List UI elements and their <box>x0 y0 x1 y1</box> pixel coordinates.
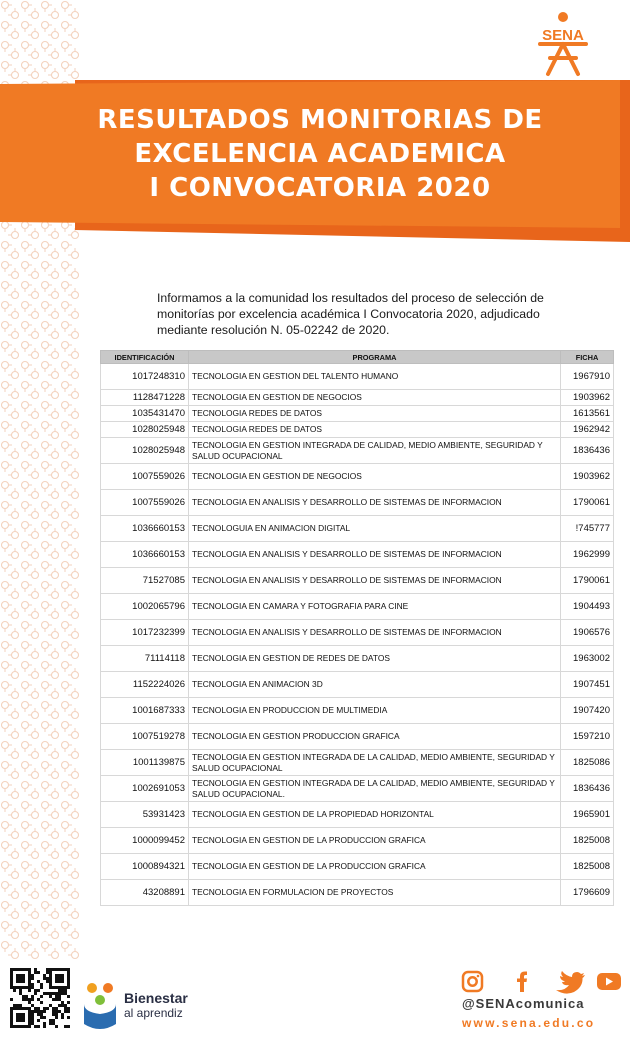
ficha-cell: 1907420 <box>561 698 614 724</box>
program-cell: TECNOLOGIA EN ANIMACION 3D <box>189 672 561 698</box>
ficha-cell: 1790061 <box>561 568 614 594</box>
identification-cell: 1001139875 <box>101 750 189 776</box>
table-row <box>101 776 614 802</box>
program-cell: TECNOLOGIA EN GESTION PRODUCCION GRAFICA <box>189 724 561 750</box>
program-cell: TECNOLOGIA EN ANALISIS Y DESARROLLO DE SISTEMAS DE INFORMACION <box>189 490 561 516</box>
identification-cell: 1001687333 <box>101 698 189 724</box>
identification-cell: 1002065796 <box>101 594 189 620</box>
program-cell: TECNOLOGIA EN GESTION DE REDES DE DATOS <box>189 646 561 672</box>
table-row <box>101 516 614 542</box>
program-cell: TECNOLOGIA EN GESTION DE NEGOCIOS <box>189 464 561 490</box>
ficha-cell: 1962942 <box>561 422 614 438</box>
title-line-3: I CONVOCATORIA 2020 <box>149 173 491 203</box>
sena-logo <box>530 10 596 80</box>
identification-cell: 1000894321 <box>101 854 189 880</box>
bienestar-title: Bienestar <box>124 990 188 1006</box>
ficha-cell: 1965901 <box>561 802 614 828</box>
bienestar-subtitle: al aprendiz <box>124 1006 183 1020</box>
website-link[interactable]: www.sena.edu.co <box>462 1016 596 1030</box>
table-row <box>101 422 614 438</box>
identification-cell: 1036660153 <box>101 516 189 542</box>
table-header-row <box>101 351 614 364</box>
identification-cell: 1007559026 <box>101 490 189 516</box>
identification-cell: 1028025948 <box>101 438 189 464</box>
identification-cell: 1002691053 <box>101 776 189 802</box>
qr-code <box>10 968 70 1028</box>
program-cell: TECNOLOGIA EN GESTION INTEGRADA DE CALIDAD, MEDIO AMBIENTE, SEGURIDAD Y SALUD OCUPACIONAL <box>189 438 561 464</box>
program-cell: TECNOLOGUIA EN ANIMACION DIGITAL <box>189 516 561 542</box>
ficha-cell: 1967910 <box>561 364 614 390</box>
page-title <box>60 103 580 205</box>
identification-cell: 1017232399 <box>101 620 189 646</box>
bienestar-logo <box>80 980 188 1035</box>
program-cell: TECNOLOGIA EN CAMARA Y FOTOGRAFIA PARA CINE <box>189 594 561 620</box>
svg-text:SENA: SENA <box>542 27 584 44</box>
title-line-2: EXCELENCIA ACADEMICA <box>134 139 506 169</box>
program-cell: TECNOLOGIA EN GESTION DE NEGOCIOS <box>189 390 561 406</box>
program-cell: TECNOLOGIA REDES DE DATOS <box>189 406 561 422</box>
ficha-cell: !745777 <box>561 516 614 542</box>
ficha-cell: 1825008 <box>561 854 614 880</box>
social-handle: @SENAcomunica <box>462 996 585 1011</box>
table-row <box>101 672 614 698</box>
header-programa: PROGRAMA <box>189 351 561 364</box>
program-cell: TECNOLOGIA EN GESTION DE LA PRODUCCION GRAFICA <box>189 854 561 880</box>
program-cell: TECNOLOGIA EN GESTION DE LA PROPIEDAD HORIZONTAL <box>189 802 561 828</box>
table-row <box>101 438 614 464</box>
table-row <box>101 406 614 422</box>
identification-cell: 1035431470 <box>101 406 189 422</box>
table-row <box>101 802 614 828</box>
identification-cell: 1000099452 <box>101 828 189 854</box>
ficha-cell: 1613561 <box>561 406 614 422</box>
table-row <box>101 854 614 880</box>
identification-cell: 53931423 <box>101 802 189 828</box>
table-row <box>101 542 614 568</box>
program-cell: TECNOLOGIA EN ANALISIS Y DESARROLLO DE SISTEMAS DE INFORMACION <box>189 542 561 568</box>
table-row <box>101 390 614 406</box>
header-ficha: FICHA <box>561 351 614 364</box>
ficha-cell: 1906576 <box>561 620 614 646</box>
ficha-cell: 1825086 <box>561 750 614 776</box>
identification-cell: 43208891 <box>101 880 189 906</box>
identification-cell: 1007519278 <box>101 724 189 750</box>
ficha-cell: 1904493 <box>561 594 614 620</box>
table-row <box>101 750 614 776</box>
program-cell: TECNOLOGIA EN GESTION DEL TALENTO HUMANO <box>189 364 561 390</box>
facebook-icon[interactable] <box>517 972 527 993</box>
table-row <box>101 646 614 672</box>
results-table <box>100 350 614 906</box>
table-row <box>101 698 614 724</box>
table-row <box>101 724 614 750</box>
ficha-cell: 1963002 <box>561 646 614 672</box>
header-identificacion: IDENTIFICACIÓN <box>101 351 189 364</box>
table-row <box>101 594 614 620</box>
identification-cell: 1036660153 <box>101 542 189 568</box>
ficha-cell: 1903962 <box>561 464 614 490</box>
ficha-cell: 1962999 <box>561 542 614 568</box>
social-icons <box>455 970 625 999</box>
ficha-cell: 1903962 <box>561 390 614 406</box>
ficha-cell: 1597210 <box>561 724 614 750</box>
program-cell: TECNOLOGIA EN ANALISIS Y DESARROLLO DE SISTEMAS DE INFORMACION <box>189 568 561 594</box>
program-cell: TECNOLOGIA EN GESTION INTEGRADA DE LA CALIDAD, MEDIO AMBIENTE, SEGURIDAD Y SALUD OCUPACIONAL. <box>189 776 561 802</box>
instagram-icon[interactable] <box>463 972 482 991</box>
identification-cell: 71114118 <box>101 646 189 672</box>
table-row <box>101 568 614 594</box>
program-cell: TECNOLOGIA EN PRODUCCION DE MULTIMEDIA <box>189 698 561 724</box>
table-row <box>101 364 614 390</box>
identification-cell: 1128471228 <box>101 390 189 406</box>
ficha-cell: 1836436 <box>561 776 614 802</box>
ficha-cell: 1825008 <box>561 828 614 854</box>
ficha-cell: 1836436 <box>561 438 614 464</box>
table-row <box>101 490 614 516</box>
twitter-icon[interactable] <box>556 971 585 994</box>
table-body <box>101 364 614 906</box>
program-cell: TECNOLOGIA EN FORMULACION DE PROYECTOS <box>189 880 561 906</box>
table-row <box>101 620 614 646</box>
table-row <box>101 880 614 906</box>
ficha-cell: 1790061 <box>561 490 614 516</box>
youtube-icon[interactable] <box>597 973 621 990</box>
title-line-1: RESULTADOS MONITORIAS DE <box>97 105 543 135</box>
program-cell: TECNOLOGIA REDES DE DATOS <box>189 422 561 438</box>
bienestar-icon <box>80 980 120 1030</box>
identification-cell: 1152224026 <box>101 672 189 698</box>
program-cell: TECNOLOGIA EN ANALISIS Y DESARROLLO DE SISTEMAS DE INFORMACION <box>189 620 561 646</box>
ficha-cell: 1796609 <box>561 880 614 906</box>
program-cell: TECNOLOGIA EN GESTION INTEGRADA DE LA CALIDAD, MEDIO AMBIENTE, SEGURIDAD Y SALUD OCUPACIONAL <box>189 750 561 776</box>
table-row <box>101 464 614 490</box>
program-cell: TECNOLOGIA EN GESTION DE LA PRODUCCION GRAFICA <box>189 828 561 854</box>
identification-cell: 1007559026 <box>101 464 189 490</box>
identification-cell: 71527085 <box>101 568 189 594</box>
intro-paragraph: Informamos a la comunidad los resultados del proceso de selección de monitorías por excelencia académica I Convocatoria 2020, adjudicado mediante resolución N. 05-02242 de 2020. <box>157 291 544 337</box>
identification-cell: 1017248310 <box>101 364 189 390</box>
ficha-cell: 1907451 <box>561 672 614 698</box>
table-row <box>101 828 614 854</box>
identification-cell: 1028025948 <box>101 422 189 438</box>
